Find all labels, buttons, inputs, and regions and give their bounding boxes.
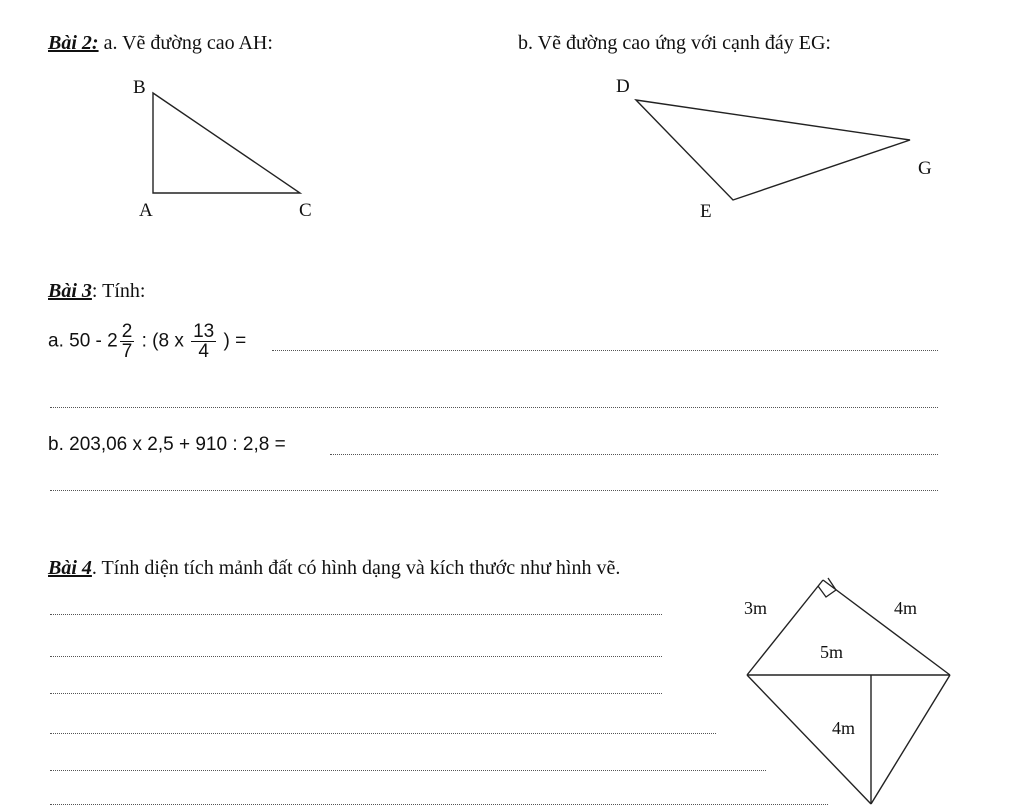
figure-right-bottom-edge — [871, 675, 950, 804]
answer-line-4-1[interactable] — [50, 614, 662, 615]
bai4-heading — [48, 557, 620, 580]
label-3m: 3m — [744, 598, 768, 618]
figure-left-bottom-edge — [747, 675, 871, 804]
label-g: G — [918, 158, 932, 179]
figure-left-top-edge — [747, 580, 823, 675]
triangle-deg-shape — [636, 100, 910, 200]
answer-line-4-5[interactable] — [50, 770, 766, 771]
answer-line-a1[interactable] — [272, 350, 938, 351]
label-a: A — [139, 200, 153, 221]
fraction-2-7 — [120, 322, 135, 361]
triangle-abc — [133, 77, 312, 221]
label-e: E — [700, 201, 712, 222]
answer-line-b2[interactable] — [50, 490, 938, 491]
bai3-a-expression — [48, 322, 246, 361]
label-b: B — [133, 77, 146, 98]
fraction-13-4 — [191, 322, 216, 361]
label-5m: 5m — [820, 642, 844, 662]
triangle-deg — [616, 76, 932, 222]
answer-line-a2[interactable] — [50, 407, 938, 408]
triangle-abc-shape — [153, 93, 300, 193]
land-figure — [744, 578, 950, 804]
fraction-2-7-denominator: 7 — [121, 341, 133, 362]
bai3-b-expression: b. 203,06 x 2,5 + 910 : 2,8 = — [48, 434, 286, 455]
answer-line-b1[interactable] — [330, 454, 938, 455]
bai4-label: Bài 4 — [48, 557, 92, 579]
bai3-label: Bài 3 — [48, 280, 92, 302]
answer-line-4-4[interactable] — [50, 733, 716, 734]
fraction-13-4-denominator: 4 — [198, 341, 209, 362]
bai2-part-b: b. Vẽ đường cao ứng với cạnh đáy EG: — [518, 32, 831, 54]
fraction-13-4-numerator: 13 — [193, 321, 215, 342]
bai3-a-prefix: a. — [48, 330, 64, 352]
bai3-colon: : — [91, 280, 98, 302]
fraction-2-7-numerator: 2 — [121, 321, 133, 342]
label-d: D — [616, 76, 630, 97]
bai2-label: Bài 2: — [48, 32, 99, 54]
bai3-a-part1: 50 - 2 — [69, 330, 118, 352]
answer-line-4-6[interactable] — [50, 804, 828, 805]
label-4m-side: 4m — [894, 598, 918, 618]
bai4-text: . Tính diện tích mảnh đất có hình dạng và kích thước như hình vẽ. — [91, 557, 621, 579]
answer-line-4-3[interactable] — [50, 693, 662, 694]
bai3-a-part2: : (8 x — [141, 330, 184, 352]
label-4m-height: 4m — [832, 718, 856, 738]
bai3-heading — [48, 280, 145, 303]
answer-line-4-2[interactable] — [50, 656, 662, 657]
bai2-part-a: a. Vẽ đường cao AH: — [103, 32, 273, 54]
label-c: C — [299, 200, 312, 221]
bai3-a-part3: ) = — [223, 330, 247, 352]
bai3-instruction: Tính: — [102, 280, 146, 302]
